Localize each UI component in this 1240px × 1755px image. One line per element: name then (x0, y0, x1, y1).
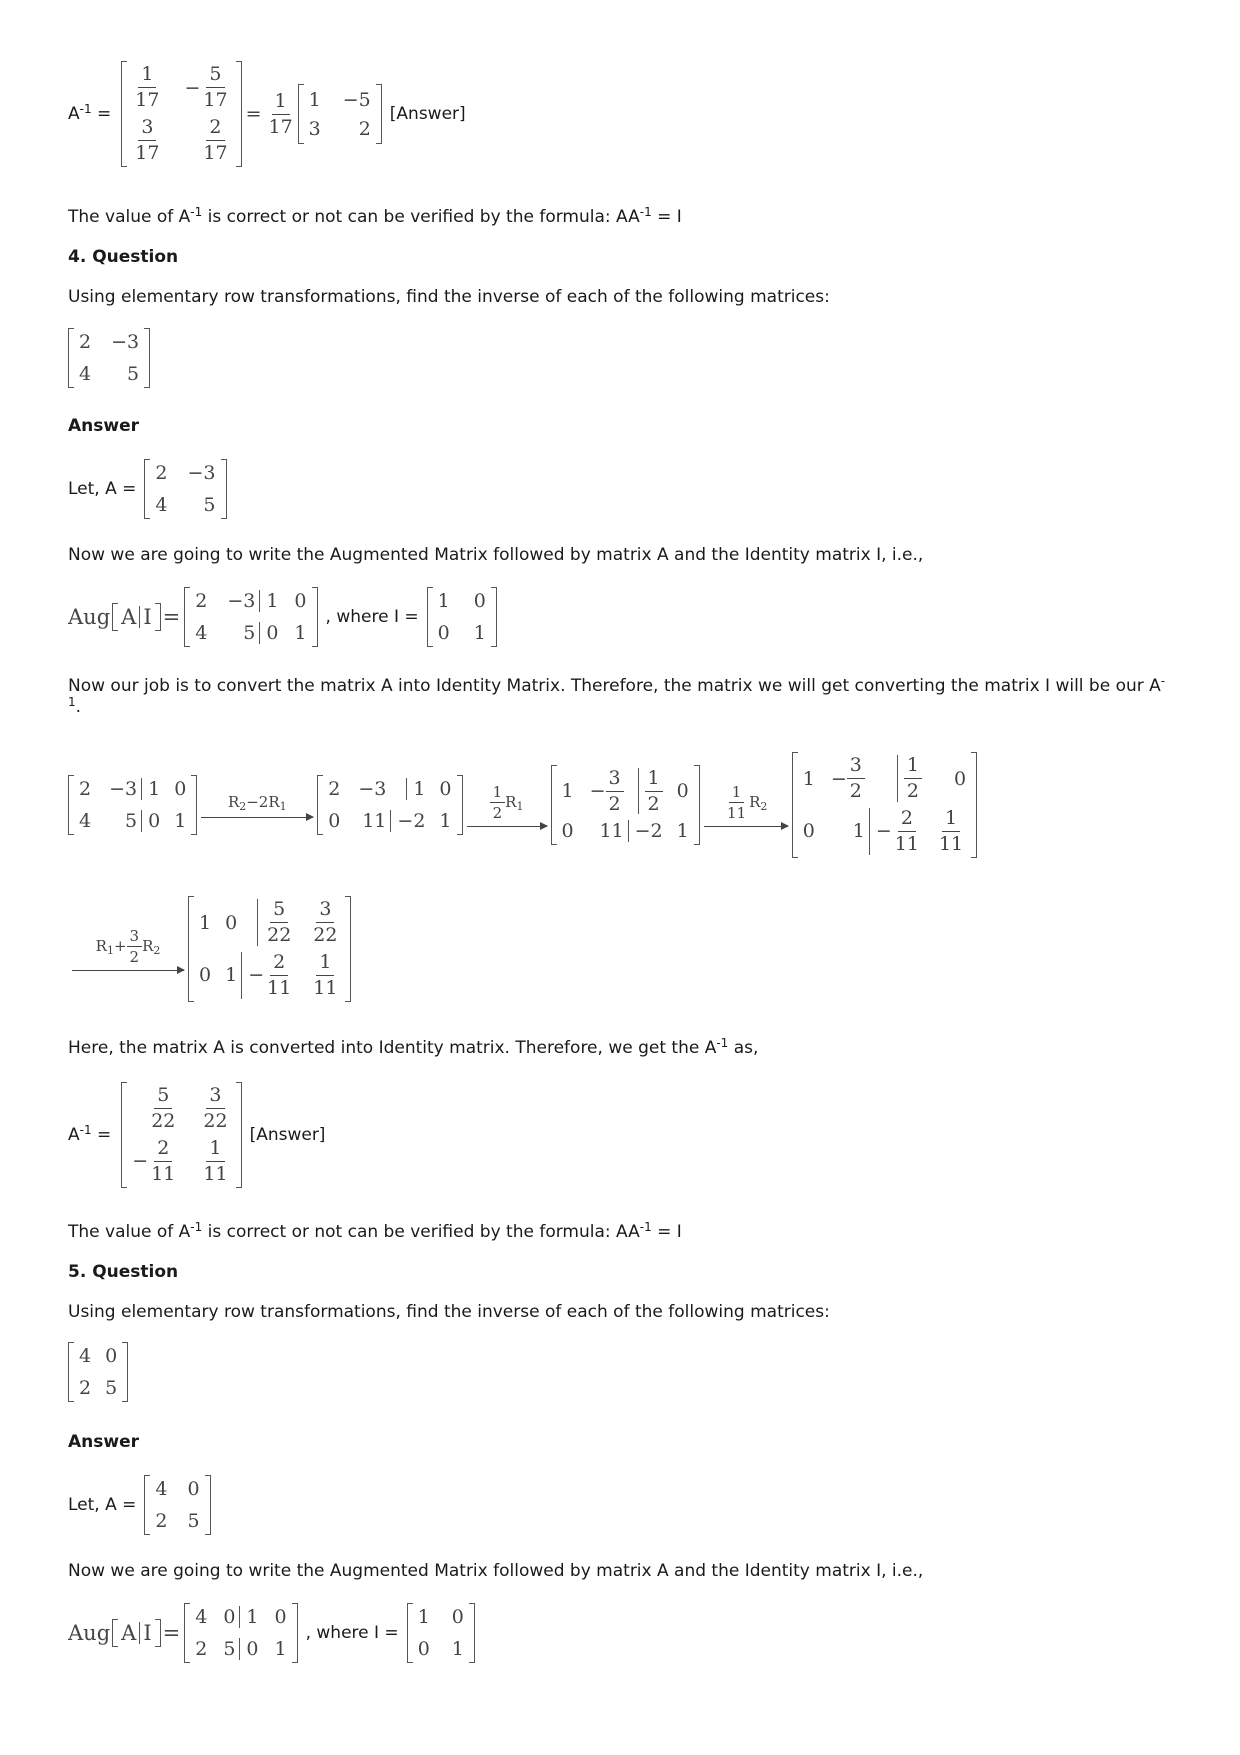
q4-chain-start: 2 −3 1 0 4 5 0 1 (68, 775, 197, 835)
q4-aug-intro: Now we are going to write the Augmented Matrix followed by matrix A and the Identity matrix I, i.e., (68, 545, 924, 565)
q4-step3: 1 − $\frac{3}{2}$ $\frac{1}{2}$ 0 0 1 − $\frac{2}{11}$ $\frac{1}{11}$ (792, 752, 977, 858)
q4-step2: 1 − $\frac{3}{2}$ $\frac{1}{2}$ 0 0 11 −2 1 (551, 765, 700, 846)
q4-row-ops-2 (68, 886, 351, 1012)
verify-text-2: The value of $A^{-1}$ is correct or not can be verified by the formula: $AA^{-1} = I$ (68, 1220, 682, 1242)
scalar-fraction: $\frac{1}{17}$ (268, 89, 293, 138)
equals-sign: = (97, 104, 112, 124)
q4-job-text: Now our job is to convert the matrix A into Identity Matrix. Therefore, the matrix we will get converting the matrix I will be our $A^{-1}$. (68, 674, 1166, 718)
scaled-matrix: 1 −5 3 2 (298, 84, 382, 144)
q3-inverse-result (68, 58, 466, 170)
inverse-fraction-matrix: $\frac{1}{17}$ − $\frac{5}{17}$ $\frac{3}{17}$ $\frac{2}{17}$ (121, 61, 241, 167)
q5-matrix: 4 0 2 5 (68, 1342, 128, 1402)
op-1-11th-r2: $\frac{1}{11}$ $R_2$ (704, 784, 788, 827)
q5-prompt: Using elementary row transformations, find the inverse of each of the following matrices: (68, 1302, 830, 1322)
q4-result-matrix: $\frac{5}{22}$ $\frac{3}{22}$ − $\frac{2}{11}$ $\frac{1}{11}$ (121, 1082, 241, 1188)
q4-identity: 1 0 0 1 (427, 587, 497, 647)
q4-result: $A^{-1}$ = $\frac{5}{22}$ $\frac{3}{22}$ − $\frac{2}{11}$ $\frac{1}{11}$ [Answer] (68, 1078, 325, 1192)
q5-answer-heading: Answer (68, 1432, 139, 1452)
q5-identity: 1 0 0 1 (407, 1603, 475, 1663)
q4-let-a: Let, A = 2 −3 4 5 (68, 456, 227, 522)
q5-aug-intro: Now we are going to write the Augmented Matrix followed by matrix A and the Identity matrix I, i.e., (68, 1561, 924, 1581)
q4-row-ops-1 (68, 742, 977, 868)
q5-augmented: Aug A I = 4 0 1 0 2 5 0 1 , where I = 1 0 0 1 (68, 1600, 475, 1666)
ainv-label: A (68, 104, 80, 124)
op-r2-minus-2r1: $R_2-2R_1$ (201, 793, 313, 818)
answer-tag: [Answer] (389, 104, 466, 124)
q5-heading: 5. Question (68, 1262, 179, 1282)
q4-prompt: Using elementary row transformations, find the inverse of each of the following matrices: (68, 287, 830, 307)
q4-heading: 4. Question (68, 247, 179, 267)
q5-let-a: Let, A = 4 0 2 5 (68, 1472, 211, 1538)
q4-matrix: 2 −3 4 5 (68, 328, 150, 388)
verify-text-1: The value of $A^{-1}$ is correct or not can be verified by the formula: $AA^{-1} = I$ (68, 205, 682, 227)
op-half-r1: $\frac{1}{2}$ $R_1$ (467, 784, 547, 827)
q4-answer-heading: Answer (68, 416, 139, 436)
q4-here-text: Here, the matrix A is converted into Identity matrix. Therefore, we get the $A^{-1}$ as, (68, 1036, 759, 1058)
q4-step4: 1 0 $\frac{5}{22}$ $\frac{3}{22}$ 0 1 − $\frac{2}{11}$ $\frac{1}{11}$ (188, 896, 351, 1002)
q4-augmented: Aug A I = 2 −3 1 0 4 5 0 1 , where I = 1 0 0 1 (68, 584, 497, 650)
sup-neg1: -1 (79, 102, 92, 116)
q4-step1: 2 −3 1 0 0 11 −2 1 (317, 775, 462, 835)
op-r1-plus-3-2-r2: $R_1+$ $\frac{3}{2}$ $R_2$ (72, 928, 184, 971)
equals-sign-2: = (245, 103, 262, 125)
